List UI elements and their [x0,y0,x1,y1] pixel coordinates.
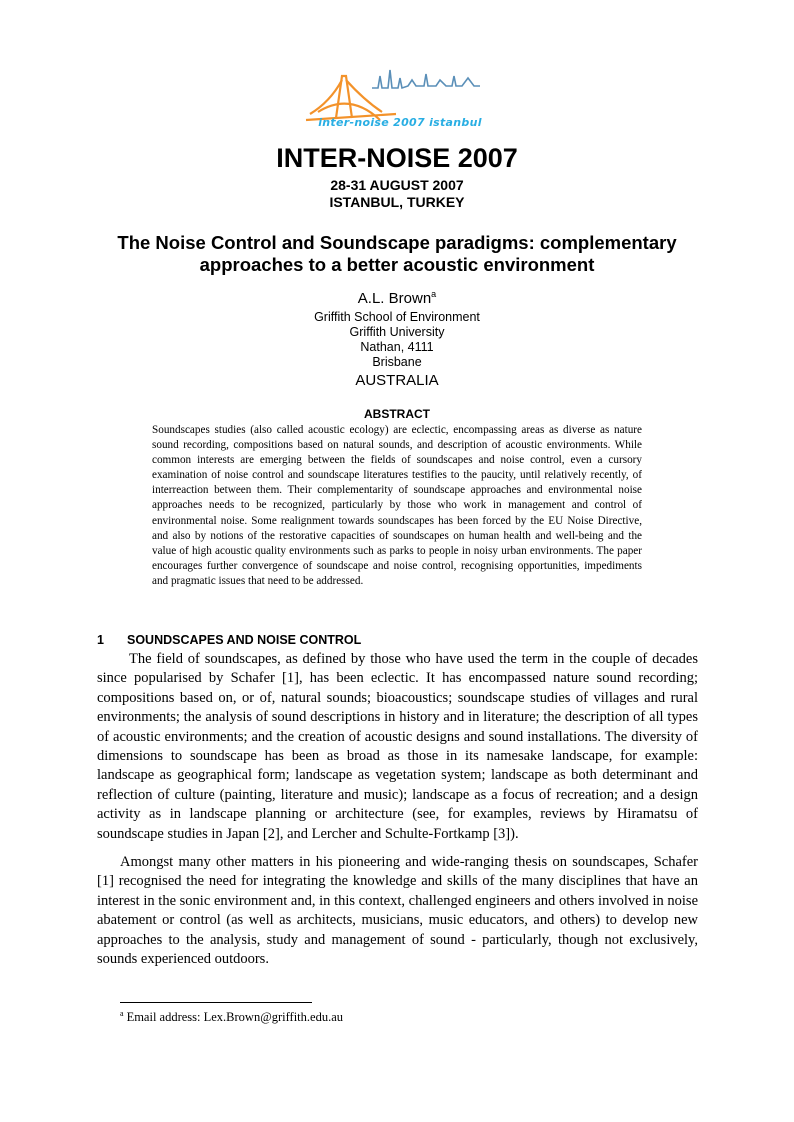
affiliation-line: Nathan, 4111 [360,340,434,354]
affiliation-line: Griffith University [349,325,445,339]
footnote [120,1010,343,1025]
conference-title: INTER-NOISE 2007 [276,143,518,173]
body-paragraph: The field of soundscapes, as defined by those who have used the term in the couple of decades since popularised by Schafer [1], has been eclectic. It has encompassed nature sound recording; compositions based on, or of, natural sounds; bioacoustics; soundscape studies of villages and rural environments; the analysis of sound descriptions in history and in literature; the description of all types of acoustic environments; and the creation of acoustic designs and sound installations. The diversity of dimensions to soundscape has been as broad as those in its namesake landscape, for example: landscape as geographical form; landscape as vegetation system; landscape as both determinant and reflection of culture (painting, literature and music); landscape as a focus of recreation; and a design activity as in landscape planning or architecture (see, for examples, reviews by Hiramatsu of soundscape studies in Japan [2], and Lercher and Schulte-Fortkamp [3]). [97,651,698,842]
footnote-text: Email address: Lex.Brown@griffith.edu.au [126,1010,343,1024]
conference-dates: 28-31 AUGUST 2007 [330,177,464,193]
section-title: SOUNDSCAPES AND NOISE CONTROL [127,633,362,647]
author-name-text: A.L. Brown [357,290,432,307]
affiliation-line: Brisbane [372,355,422,369]
author-name [0,290,794,307]
author-country: AUSTRALIA [355,372,439,389]
skyline-graphic [372,70,480,88]
section-heading [97,633,361,647]
author-footnote-marker: a [431,289,437,299]
abstract-heading: ABSTRACT [364,407,430,421]
conference-location: ISTANBUL, TURKEY [329,194,465,210]
affiliation-line: Griffith School of Environment [314,310,480,324]
abstract-text: Soundscapes studies (also called acoustic ecology) are eclectic, encompassing areas as diverse as nature sound recording, compositions based on natural sounds, and description of acoustic environments. While common interests are emerging between the fields of soundscapes and noise control, even a cursory examination of noise control and soundscape literatures testifies to the paucity, until relatively recently, of interreaction between them. Their complementarity of soundscape approaches and environmental noise approaches needs to be recognized, particularly by those who work in management and control of environmental noise. Some realignment towards soundscapes has been forced by the EU Noise Directive, and also by notions of the restorative capacities of soundscapes on human health and well-being and the value of high acoustic quality environments such as parks to people in noisy urban environments. The paper encourages further convergence of soundscape and noise control, recognising opportunities, impediments and pragmatic issues that need to be addressed. [152,424,642,587]
section-number: 1 [97,633,104,647]
logo-caption: inter-noise 2007 istanbul [318,116,482,129]
bridge-graphic [306,76,396,120]
body-paragraph: Amongst many other matters in his pioneering and wide-ranging thesis on soundscapes, Schafer [1] recognised the need for integrating the knowledge and skills of the many disciplines that have an interest in the sonic environment and, in this context, challenged engineers and others involved in noise abatement or control (as well as architects, musicians, music educators, and others) to develop new approaches to the analysis, study and management of sound - particularly, though not exclusively, sounds experienced outdoors. [97,854,698,968]
paper-title: The Noise Control and Soundscape paradigms: complementary approaches to a better acoustic environment [117,232,677,275]
footnote-divider [120,1002,312,1003]
footnote-marker: a [120,1008,124,1018]
